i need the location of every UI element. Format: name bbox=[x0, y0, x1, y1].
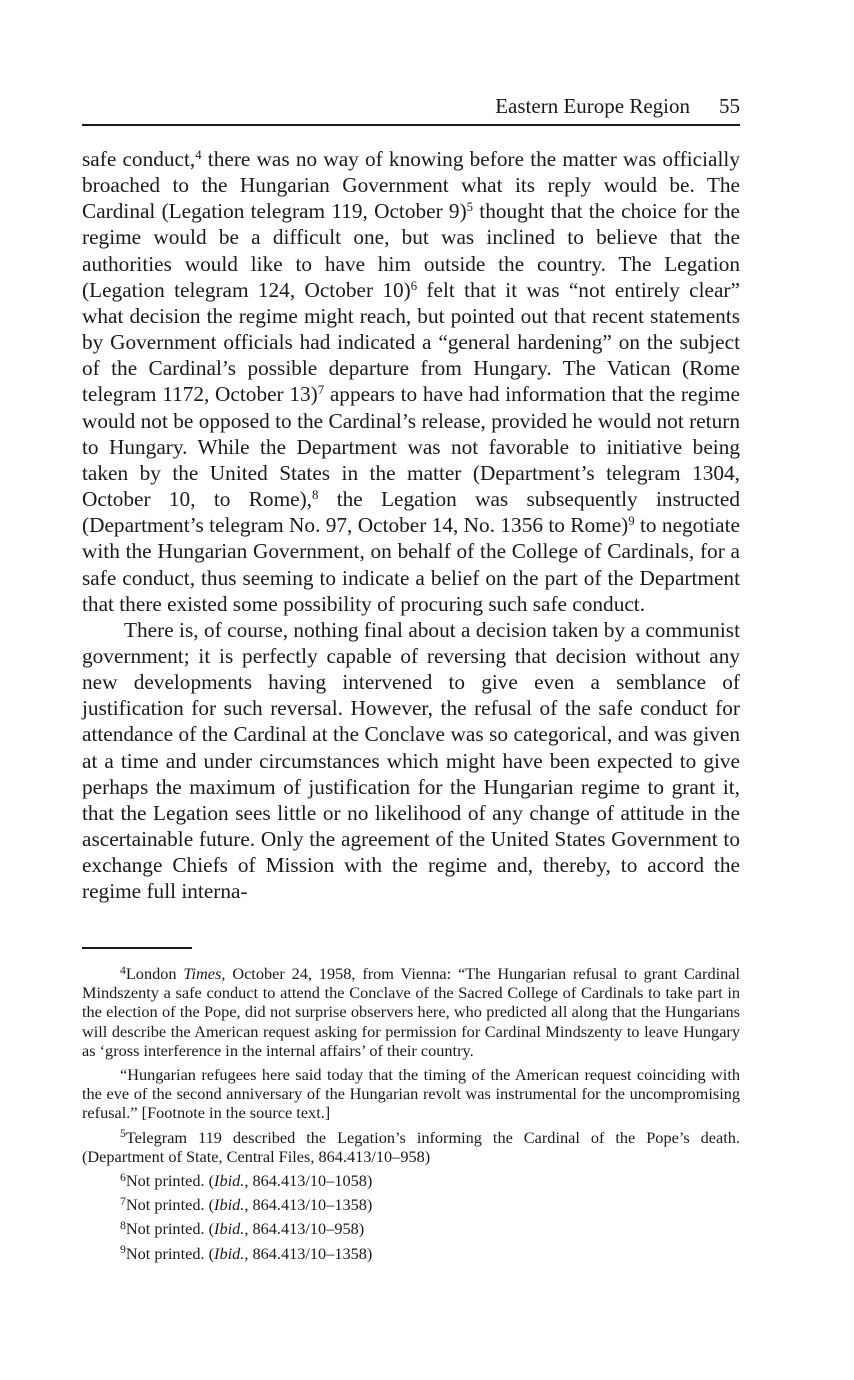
footnote-ref-5: 5 bbox=[466, 200, 474, 215]
footnote-7: $^7$Not printed. (Ibid., 864.413/10–1358) bbox=[120, 1194, 373, 1215]
footnote-separator bbox=[82, 947, 192, 949]
page-number: 55 bbox=[719, 94, 740, 118]
footnote-ref-6: 6 bbox=[410, 278, 418, 293]
footnote-ref-7: 7 bbox=[317, 383, 325, 398]
paragraph-2: There is, of course, nothing final about a decision taken by a communist government; it is perfectly capable of reversing that decision without any new developments having intervened to give even a semblance of justification for such reversal. However, the refusal of the safe conduct for attendance of the Cardinal at the Conclave was so categorical, and was given at a time and under circumstances which might have been expected to give perhaps the maximum of justification for the Hungarian regime to grant it, that the Legation sees little or no likelihood of any change of attitude in the ascertainable future. Only the agreement of the United States Government to exchange Chiefs of Mission with the regime and, thereby, to accord the regime full interna- bbox=[82, 617, 740, 904]
footnote-6: $^6$Not printed. (Ibid., 864.413/10–1058) bbox=[120, 1170, 373, 1191]
footnotes bbox=[82, 964, 740, 1263]
body-text bbox=[82, 146, 740, 905]
footnote-ref-4: 4 bbox=[195, 147, 202, 162]
footnote-9: $^9$Not printed. (Ibid., 864.413/10–1358) bbox=[120, 1243, 373, 1263]
footnote-4: $^4$London Times, October 24, 1958, from Vienna: “The Hungarian refusal to grant Cardinal Mindszenty a safe conduct to attend the Conclave of the Sacred College of Cardinals to take part in the election of the Pope, did not surprise observers here, who predicted all along that the Hungarians will describe the American request asking for permission for Cardinal Mindszenty to leave Hungary as ‘gross interference in the internal affairs’ of their country. bbox=[82, 963, 741, 1060]
footnote-ref-8: 8 bbox=[312, 488, 319, 503]
footnote-8: $^8$Not printed. (Ibid., 864.413/10–958) bbox=[120, 1219, 365, 1239]
running-header-title: Eastern Europe Region bbox=[495, 94, 690, 118]
footnote-ref-9: 9 bbox=[628, 514, 635, 529]
footnote-4-continued: “Hungarian refugees here said today that the timing of the American request coinciding with the eve of the second anniversary of the Hungarian revolt was instrumental for the uncompromising refusal.” [Footnote in the source text.] bbox=[82, 1065, 740, 1123]
paragraph-1: safe conduct,$^4$ there was no way of knowing before the matter was officially broached to the Hungarian Government what its reply would be. The Cardinal (Legation telegram 119, October 9)$^5$ thought that the choice for the regime would be a difficult one, but was inclined to believe that the authorities would like to have him outside the country. The Legation (Legation telegram 124, October 10)$^6$ felt that it was “not entirely clear” what decision the regime might reach, but pointed out that recent statements by Government officials had indicated a “general hardening” on the subject of the Cardinal’s possible departure from Hungary. The Vatican (Rome telegram 1172, October 13)$^7$ appears to have had information that the regime would not be opposed to the Cardinal’s release, provided he would not return to Hungary. While the Department was not favorable to initiative being taken by the United States in the matter (Department’s telegram 1304, October 10, to Rome),$^8$ the Legation was subsequently instructed (Department’s telegram No. 97, October 14, No. 1356 to Rome)$^9$ to negotiate with the Hungarian Government, on behalf of the College of Cardinals, for a safe conduct, thus seeming to indicate a belief on the part of the Department that there existed some possibility of procuring such safe conduct. bbox=[82, 147, 741, 616]
running-header bbox=[82, 92, 740, 126]
footnote-5: $^5$Telegram 119 described the Legation’s informing the Cardinal of the Pope’s death. (Department of State, Central Files, 864.413/10–958) bbox=[82, 1127, 740, 1166]
